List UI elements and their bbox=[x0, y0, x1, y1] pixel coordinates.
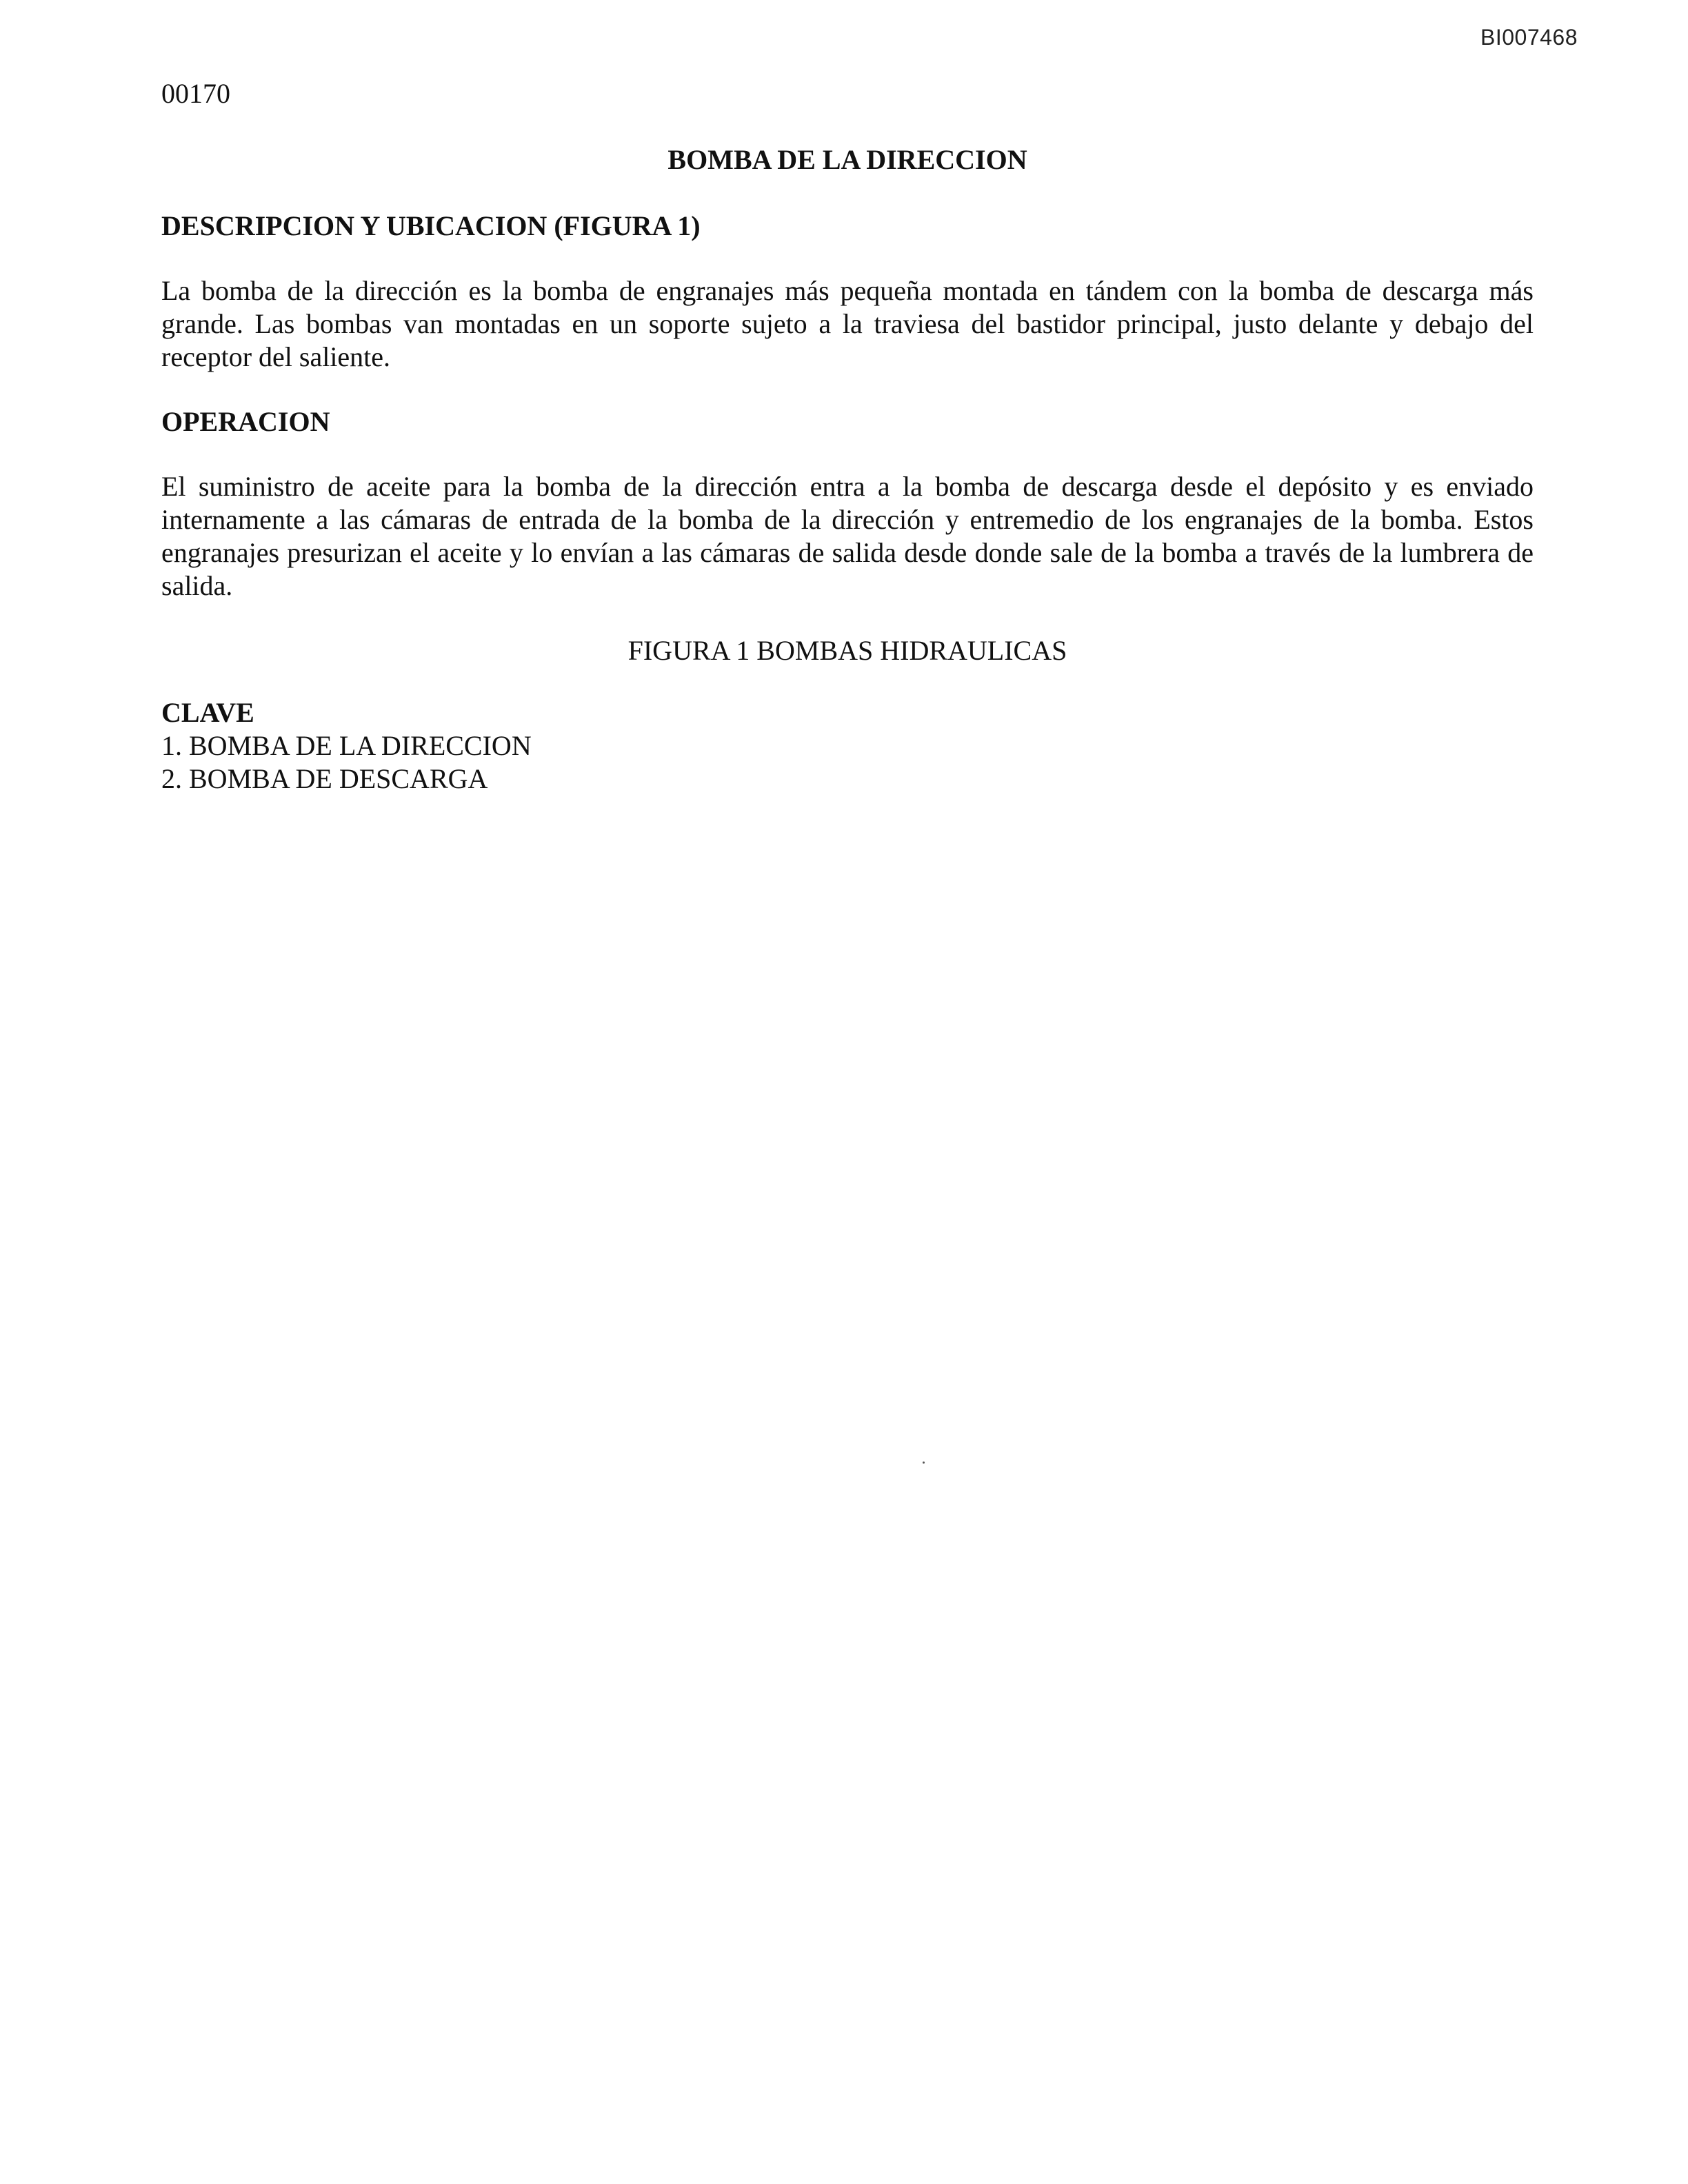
document-body bbox=[161, 142, 1534, 796]
key-title: CLAVE bbox=[161, 697, 254, 728]
page-number: 00170 bbox=[161, 78, 230, 109]
section-heading-descripcion: DESCRIPCION Y UBICACION (FIGURA 1) bbox=[161, 210, 701, 241]
section-heading-operacion: OPERACION bbox=[161, 406, 330, 437]
figure-caption: FIGURA 1 BOMBAS HIDRAULICAS bbox=[627, 635, 1067, 666]
document-id: BI007468 bbox=[1480, 25, 1578, 50]
section-text-operacion: El suministro de aceite para la bomba de la dirección entra a la bomba de descarga desde el depósito y es enviado internamente a las cámaras de entrada de la bomba de la dirección y entremedio de los engranajes de la bomba. Estos engranajes presurizan el aceite y lo envían a las cámaras de salida desde donde sale de la bomba a través de la lumbrera de salida. bbox=[161, 471, 1534, 601]
scan-speck bbox=[923, 1462, 925, 1464]
key-item: 1. BOMBA DE LA DIRECCION bbox=[161, 730, 532, 761]
section-text-descripcion: La bomba de la dirección es la bomba de engranajes más pequeña montada en tándem con la bomba de descarga más grande. Las bombas van montadas en un soporte sujeto a la traviesa del bastidor principal, justo delante y debajo del receptor del saliente. bbox=[161, 275, 1534, 372]
key-list bbox=[161, 729, 1534, 796]
key-item: 2. BOMBA DE DESCARGA bbox=[161, 763, 488, 794]
page-title: BOMBA DE LA DIRECCION bbox=[667, 144, 1027, 175]
